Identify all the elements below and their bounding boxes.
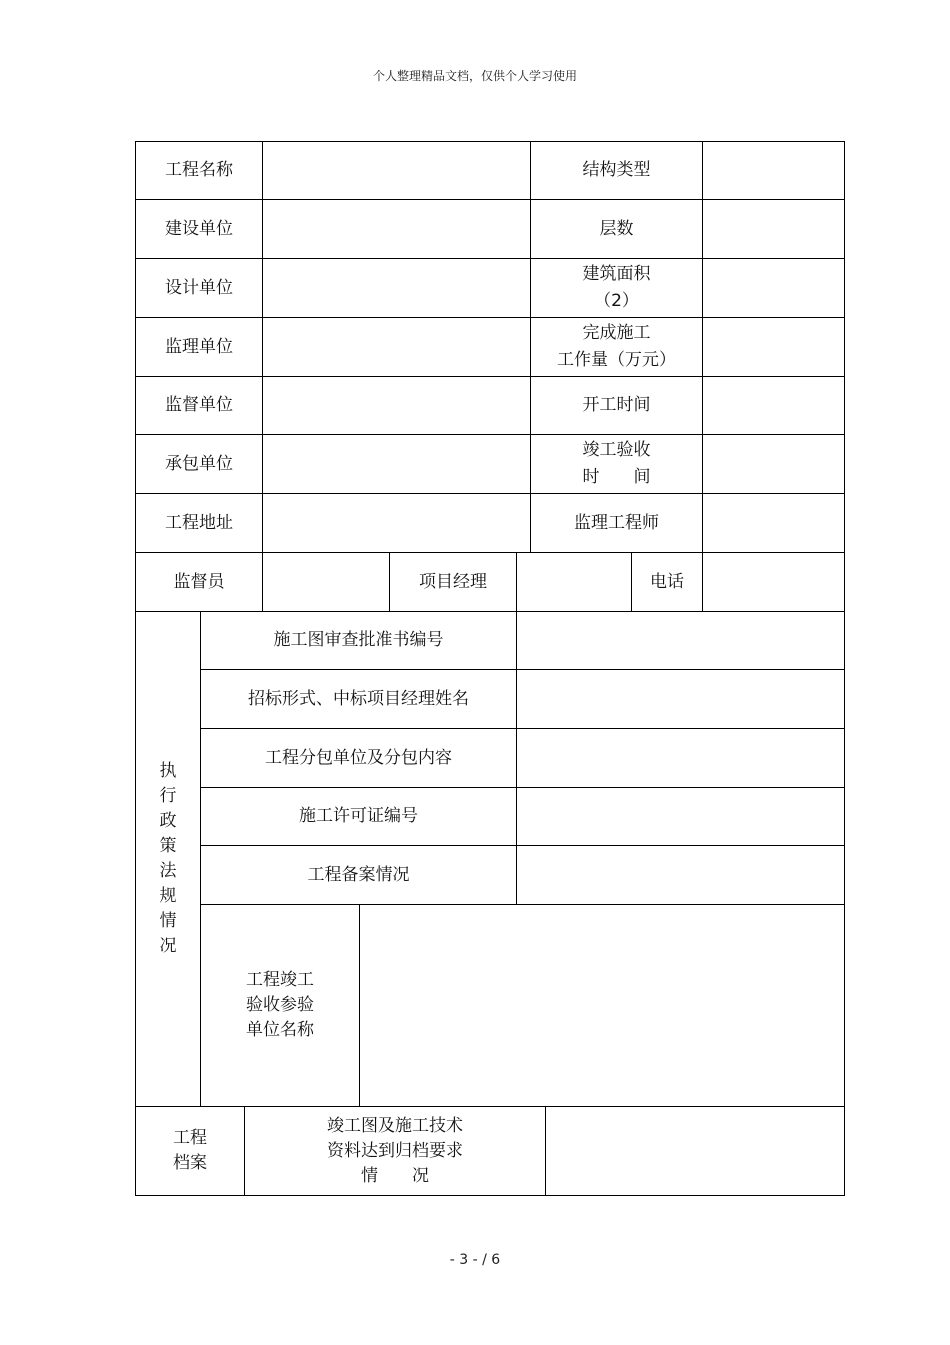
label-construction-unit: 建设单位 [135, 199, 263, 259]
value-start-date[interactable] [702, 376, 845, 435]
label-drawing-review-cert: 施工图审查批准书编号 [200, 611, 517, 670]
value-acceptance-date[interactable] [702, 434, 845, 494]
label-bidding-form: 招标形式、中标项目经理姓名 [200, 669, 517, 729]
value-project-filing[interactable] [516, 845, 845, 905]
label-contractor: 承包单位 [135, 434, 263, 494]
label-floors: 层数 [530, 199, 703, 259]
value-oversight-unit[interactable] [262, 376, 531, 435]
label-inspector: 监督员 [135, 552, 263, 612]
label-archive-requirements: 竣工图及施工技术 资料达到归档要求 情 况 [244, 1106, 546, 1196]
label-structure-type: 结构类型 [530, 141, 703, 200]
label-oversight-unit: 监督单位 [135, 376, 263, 435]
value-construction-unit[interactable] [262, 199, 531, 259]
value-acceptance-participants[interactable] [359, 904, 845, 1107]
label-supervision-unit: 监理单位 [135, 317, 263, 377]
label-project-address: 工程地址 [135, 493, 263, 553]
value-floors[interactable] [702, 199, 845, 259]
value-inspector[interactable] [262, 552, 390, 612]
value-project-manager[interactable] [516, 552, 632, 612]
value-archive-requirements[interactable] [545, 1106, 845, 1196]
label-start-date: 开工时间 [530, 376, 703, 435]
label-subcontracting: 工程分包单位及分包内容 [200, 728, 517, 788]
label-acceptance-participants: 工程竣工 验收参验 单位名称 [200, 904, 360, 1107]
value-design-unit[interactable] [262, 258, 531, 318]
value-drawing-review-cert[interactable] [516, 611, 845, 670]
label-project-manager: 项目经理 [389, 552, 517, 612]
value-phone[interactable] [702, 552, 845, 612]
label-supervising-engineer: 监理工程师 [530, 493, 703, 553]
label-completed-workload: 完成施工 工作量（万元） [530, 317, 703, 377]
value-structure-type[interactable] [702, 141, 845, 200]
label-project-filing: 工程备案情况 [200, 845, 517, 905]
label-construction-permit: 施工许可证编号 [200, 787, 517, 846]
page-number: - 3 - / 6 [449, 1252, 501, 1268]
value-supervising-engineer[interactable] [702, 493, 845, 553]
value-project-address[interactable] [262, 493, 531, 553]
label-design-unit: 设计单位 [135, 258, 263, 318]
label-project-name: 工程名称 [135, 141, 263, 200]
label-project-archive: 工程 档案 [135, 1106, 245, 1196]
value-supervision-unit[interactable] [262, 317, 531, 377]
value-project-name[interactable] [262, 141, 531, 200]
value-completed-workload[interactable] [702, 317, 845, 377]
label-phone: 电话 [631, 552, 703, 612]
label-acceptance-date: 竣工验收 时 间 [530, 434, 703, 494]
label-building-area: 建筑面积 （2） [530, 258, 703, 318]
value-building-area[interactable] [702, 258, 845, 318]
label-policy-compliance: 执 行 政 策 法 规 情 况 [135, 611, 201, 1107]
value-subcontracting[interactable] [516, 728, 845, 788]
value-contractor[interactable] [262, 434, 531, 494]
value-bidding-form[interactable] [516, 669, 845, 729]
value-construction-permit[interactable] [516, 787, 845, 846]
page-header: 个人整理精品文档，仅供个人学习使用 [372, 69, 577, 83]
